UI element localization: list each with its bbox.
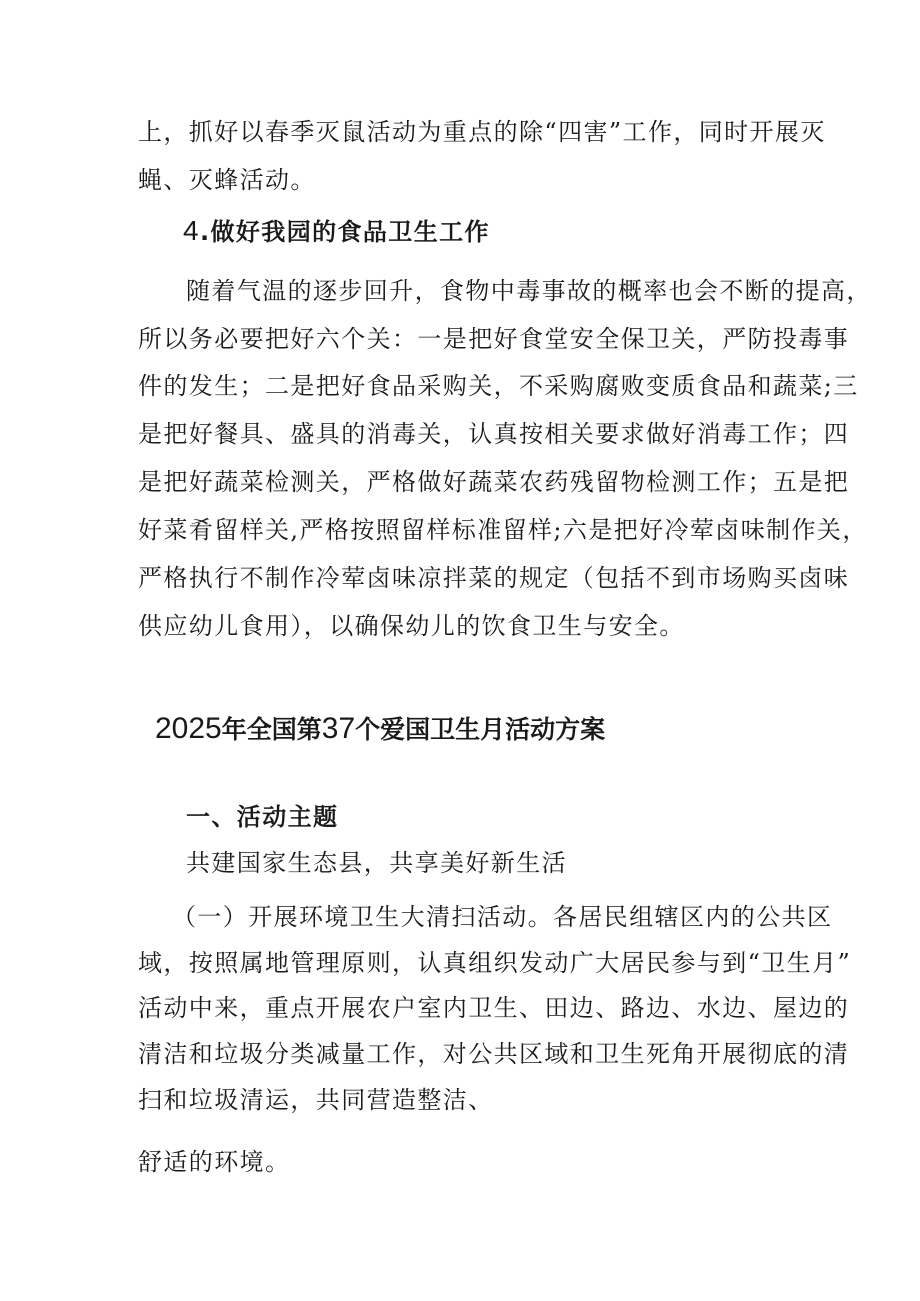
text-line: 清洁和垃圾分类减量工作，对公共区域和卫生死角开展彻底的清 <box>138 1040 850 1068</box>
theme-text: 共建国家生态县，共享美好新生活 <box>186 849 567 877</box>
section-number: 4 <box>183 215 200 246</box>
text-line: 件的发生；二是把好食品采购关，不采购腐败变质食品和蔬菜;三 <box>138 372 859 400</box>
title-number: 37 <box>321 712 356 745</box>
section-heading-one: 一、活动主题 <box>186 803 339 831</box>
text-line: （一）开展环境卫生大清扫活动。各居民组辖区内的公共区 <box>172 903 833 931</box>
text-line: 活动中来，重点开展农户室内卫生、田边、路边、水边、屋边的 <box>138 994 850 1022</box>
section-title: .做好我园的食品卫生工作 <box>199 218 490 246</box>
text-line: 所以务必要把好六个关：一是把好食堂安全保卫关，严防投毒事 <box>138 325 850 353</box>
text-line: 舒适的环境。 <box>138 1148 291 1176</box>
text-line: 是把好餐具、盛具的消毒关，认真按相关要求做好消毒工作；四 <box>138 420 850 448</box>
text-line: 蝇、灭蜂活动。 <box>138 166 316 194</box>
text-line: 供应幼儿食用），以确保幼儿的饮食卫生与安全。 <box>138 612 685 640</box>
text-line: 好菜肴留样关,严格按照留样标准留样;六是把好冷荤卤味制作关， <box>138 516 868 544</box>
document-title <box>155 712 605 747</box>
text-line: 随着气温的逐步回升，食物中毒事故的概率也会不断的提高， <box>186 277 872 305</box>
text-line: 上，抓好以春季灭鼠活动为重点的除“四害”工作，同时开展灭 <box>138 118 826 146</box>
section-heading-4 <box>183 216 490 247</box>
text-line: 是把好蔬菜检测关，严格做好蔬菜农药残留物检测工作；五是把 <box>138 468 850 496</box>
text-line: 扫和垃圾清运，共同营造整洁、 <box>138 1086 494 1114</box>
title-year: 2025 <box>155 712 222 745</box>
title-text: 年全国第 <box>221 715 322 744</box>
text-line: 严格执行不制作冷荤卤味凉拌菜的规定（包括不到市场购买卤味 <box>138 564 850 592</box>
text-line: 域，按照属地管理原则，认真组织发动广大居民参与到“卫生月” <box>138 949 852 977</box>
title-text: 个爱国卫生月活动方案 <box>355 715 606 744</box>
